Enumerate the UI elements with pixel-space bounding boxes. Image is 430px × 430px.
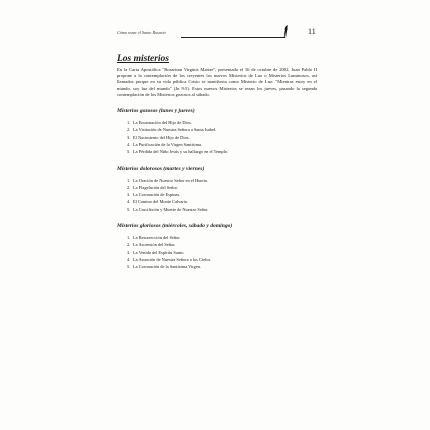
mysteries-list [117,119,317,155]
list-item: 3. El Nacimiento del Hijo de Dios. [127,134,190,140]
list-item: 5. La Coronación de la Santísima Virgen. [127,264,202,270]
page-number: 11 [308,27,316,36]
quill-ornament-icon [281,25,291,39]
list-item: 4. El Camino del Monte Calvario. [127,199,189,205]
page-content [117,54,317,270]
mysteries-group-sorrowful [117,166,317,213]
list-item: 2. La Flagelación del Señor. [127,184,178,190]
list-item: 5. La Crucifixión y Muerte de Nuestro Señor. [127,206,209,212]
intro-paragraph: En la Carta Apostólica "Rosarium Virginis Mariae", presentada el 16 de octubre de 2002, Juan Pablo II propone a la contemplación de los creyentes los nuevos Misterios de Luz o Misterios Luminosos, así llamados porque en su vida pública Cristo se manifiesta como Misterio de Luz: "Mientras estoy en el mundo, soy luz del mundo" (Jn 9:5). Estos nuevos Misterios se rezan los jueves, pasando la segunda contemplación de los Misterios gozosos al sábado. [117,67,317,97]
list-item: 4. La Asunción de Nuestra Señora a los Cielos. [127,256,212,262]
section-title: Los misterios [117,54,169,64]
mysteries-group-glorious [117,223,317,270]
list-item: 3. La Venida del Espíritu Santo. [127,249,185,255]
list-item: 3. La Coronación de Espinas. [127,192,181,198]
list-item: 2. La Visitación de Nuestra Señora a Santa Isabel. [127,127,217,133]
mysteries-group-joyful [117,108,317,155]
mysteries-list [117,234,317,270]
running-title: Cómo rezar el Santo Rosario [117,30,166,35]
group-title: Misterios gloriosos (miércoles, sábado y domingo) [117,222,233,229]
list-item: 1. La Resurrección del Señor. [127,234,181,240]
group-title: Misterios dolorosos (martes y viernes) [117,165,205,172]
mysteries-list [117,177,317,213]
header-rule [181,37,285,38]
list-item: 1. La Encarnación del Hijo de Dios. [127,120,192,126]
list-item: 2. La Ascensión del Señor. [127,242,176,248]
list-item: 4. La Purificación de la Virgen Santísima. [127,141,203,147]
group-title: Misterios gozosos (lunes y jueves) [117,108,195,115]
page-header [117,28,317,42]
list-item: 1. La Oración de Nuestro Señor en el Huerto. [127,177,209,183]
list-item: 5. La Pérdida del Niño Jesús y su hallazgo en el Templo. [127,149,229,155]
